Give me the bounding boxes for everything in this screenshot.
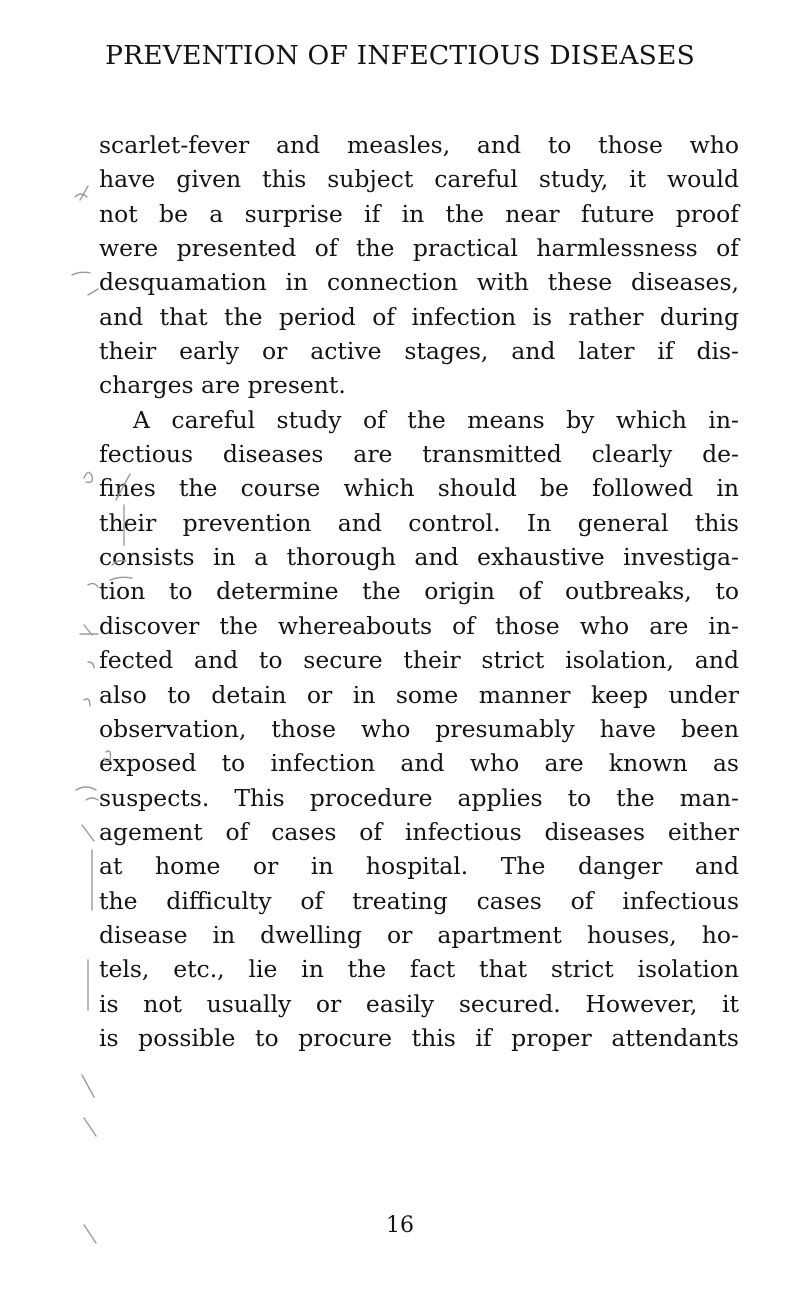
page-number: 16: [386, 1213, 414, 1238]
text-line: scarlet-fever and measles, and to those who: [99, 131, 739, 159]
text-line: at home or in hospital. The danger and: [99, 852, 739, 881]
pencil-stroke: [88, 289, 98, 295]
body-text: [99, 128, 739, 1055]
text-line: tels, etc., lie in the fact that strict isolation: [99, 955, 739, 984]
text-line: were presented of the practical harmlessness of: [99, 234, 739, 263]
paragraph-start-line: A careful study of the means by which in-: [133, 405, 739, 434]
text-line: disease in dwelling or apartment houses, ho-: [99, 920, 739, 949]
text-line: fectious diseases are transmitted clearly de-: [99, 440, 739, 469]
pencil-stroke: [88, 583, 98, 587]
running-head: PREVENTION OF INFECTIOUS DISEASES: [105, 40, 695, 71]
text-line: consists in a thorough and exhaustive investiga-: [99, 543, 739, 572]
pencil-stroke: [75, 186, 88, 200]
text-line: observation, those who presumably have been: [99, 714, 739, 743]
pencil-stroke: [84, 699, 90, 706]
text-line: the difficulty of treating cases of infectious: [99, 886, 739, 915]
text-line: charges are present.: [99, 371, 346, 400]
text-line: their early or active stages, and later if dis-: [99, 337, 739, 366]
pencil-stroke: [72, 272, 90, 275]
text-line: is not usually or easily secured. However, it: [99, 989, 739, 1018]
text-line: exposed to infection and who are known as: [99, 749, 739, 778]
text-line: is possible to procure this if proper attendants: [99, 1023, 739, 1052]
pencil-stroke: [82, 825, 94, 841]
pencil-stroke: [76, 787, 98, 800]
text-line: also to detain or in some manner keep under: [99, 680, 739, 709]
text-line: and that the period of infection is rather during: [99, 302, 739, 331]
text-line: their prevention and control. In general this: [99, 508, 739, 537]
text-line: have given this subject careful study, it would: [99, 165, 739, 194]
pencil-stroke: [82, 1075, 94, 1097]
text-line: agement of cases of infectious diseases either: [99, 817, 739, 846]
text-line: fines the course which should be followed in: [99, 474, 739, 503]
pencil-stroke: [84, 1118, 96, 1136]
pencil-stroke: [84, 472, 92, 482]
pencil-stroke: [80, 625, 98, 635]
text-line: suspects. This procedure applies to the man-: [99, 783, 739, 812]
pencil-stroke: [88, 662, 94, 668]
text-line: fected and to secure their strict isolation, and: [99, 646, 739, 675]
text-line: desquamation in connection with these diseases,: [99, 268, 739, 297]
text-line: discover the whereabouts of those who are in-: [99, 611, 739, 640]
text-line: tion to determine the origin of outbreaks, to: [99, 577, 739, 606]
text-line: not be a surprise if in the near future proof: [99, 199, 739, 228]
